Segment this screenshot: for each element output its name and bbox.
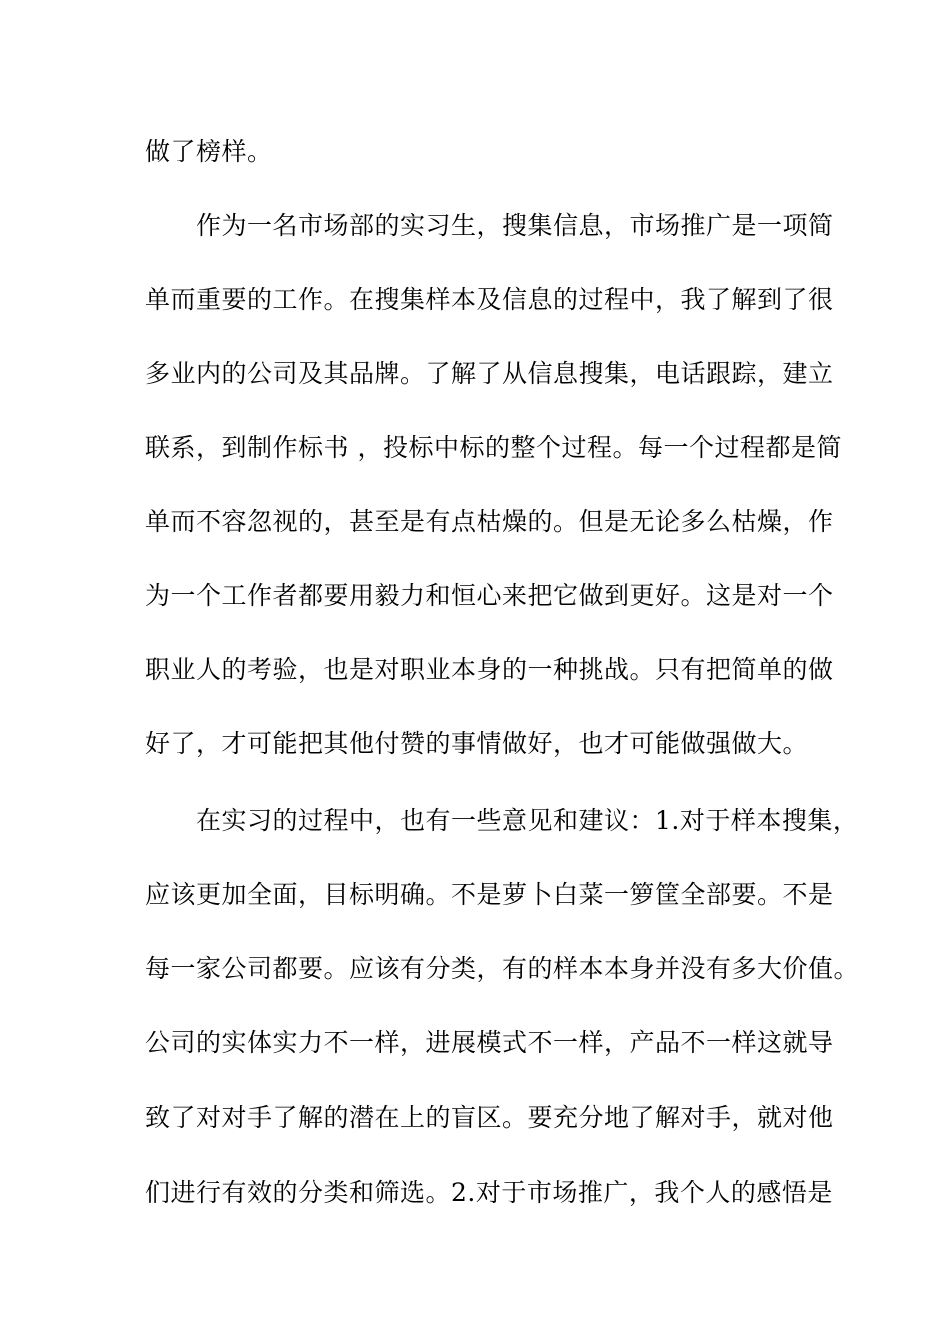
text-line: 每一家公司都要。应该有分类，有的样本本身并没有多大价值。 [145, 954, 860, 983]
text-line: 单而重要的工作。在搜集样本及信息的过程中，我了解到了很 [145, 285, 834, 314]
text-line: 职业人的考验，也是对职业本身的一种挑战。只有把简单的做 [145, 655, 834, 684]
text-line: 联系，到制作标书 ，投标中标的整个过程。每一个过程都是简 [145, 433, 842, 462]
text-line: 公司的实体实力不一样，进展模式不一样，产品不一样这就导 [145, 1028, 834, 1057]
text-line: 为一个工作者都要用毅力和恒心来把它做到更好。这是对一个 [145, 581, 834, 610]
text-line: 应该更加全面，目标明确。不是萝卜白菜一箩筐全部要。不是 [145, 880, 834, 909]
text-line: 作为一名市场部的实习生，搜集信息，市场推广是一项简 [145, 211, 834, 240]
text-line: 们进行有效的分类和筛选。2.对于市场推广，我个人的感悟是 [145, 1178, 833, 1207]
text-line: 好了，才可能把其他付赞的事情做好，也才可能做强做大。 [145, 729, 809, 758]
text-line: 致了对对手了解的潜在上的盲区。要充分地了解对手，就对他 [145, 1103, 834, 1132]
text-line: 做了榜样。 [145, 137, 273, 166]
text-line: 在实习的过程中，也有一些意见和建议：1.对于样本搜集， [145, 806, 859, 835]
text-line: 多业内的公司及其品牌。了解了从信息搜集，电话跟踪，建立 [145, 359, 834, 388]
text-line: 单而不容忽视的，甚至是有点枯燥的。但是无论多么枯燥，作 [145, 507, 834, 536]
